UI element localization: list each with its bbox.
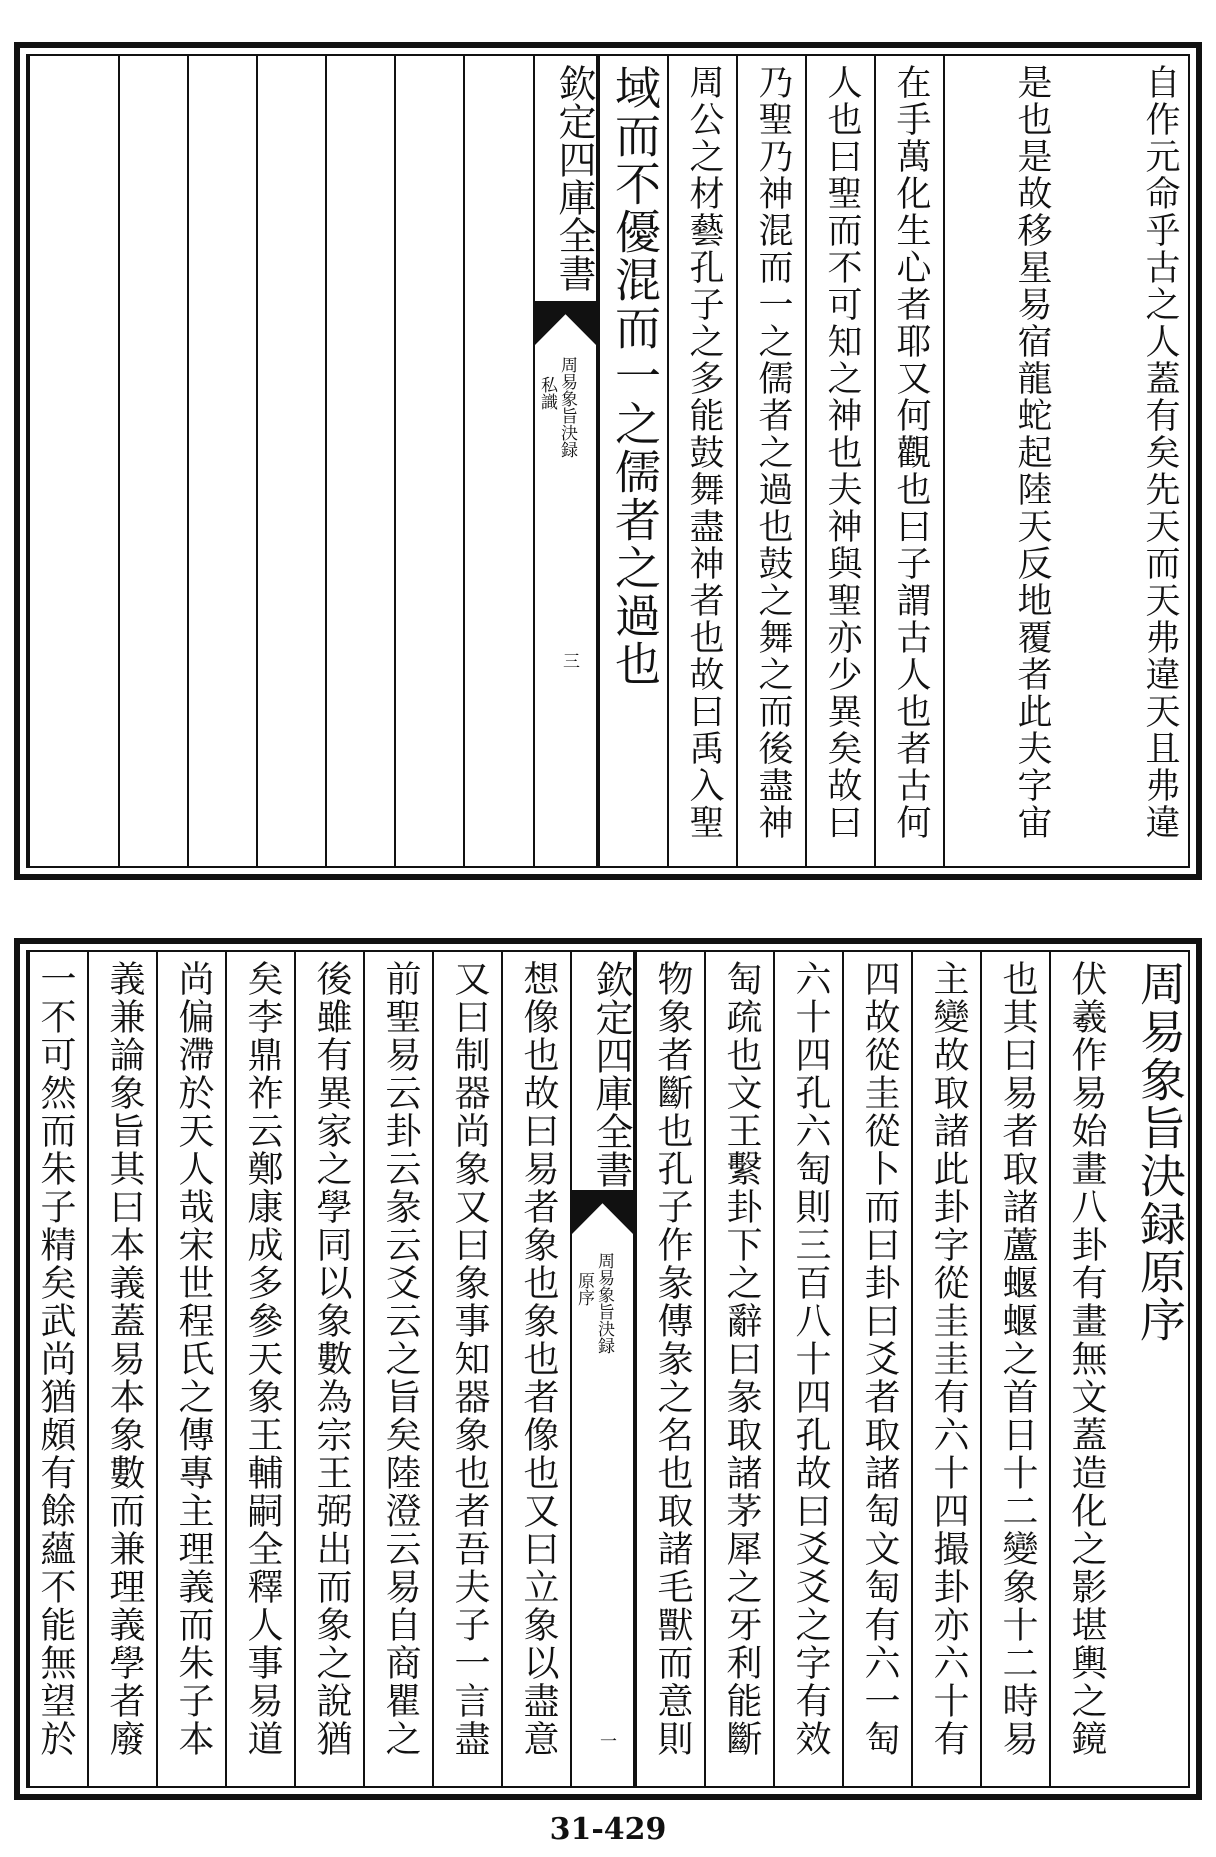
fold-title: 欽定四庫全書 bbox=[552, 64, 596, 292]
fold-leaf-number: 三 bbox=[559, 652, 579, 669]
text-column bbox=[805, 56, 874, 866]
fold-title: 欽定四庫全書 bbox=[589, 960, 633, 1188]
fold-column bbox=[570, 952, 635, 1786]
preface-heading: 周易象旨決録原序 bbox=[1133, 960, 1187, 1344]
text-column bbox=[294, 952, 363, 1786]
column-text: 乃聖乃神混而一之儒者之過也鼓之舞之而後盡神 bbox=[753, 64, 793, 841]
column-text: 物象者斷也孔子作彖傳彖之名也取諸毛獸而意則 bbox=[652, 960, 693, 1758]
column-text: 在手萬化生心者耶又何觀也曰子謂古人也者古何 bbox=[891, 64, 931, 841]
empty-column bbox=[325, 56, 394, 866]
column-text: 是也是故移星易宿龍蛇起陸天反地覆者此夫字宙 bbox=[1012, 64, 1052, 841]
column-text: 人也曰聖而不可知之神也夫神與聖亦少異矣故曰 bbox=[822, 64, 862, 841]
column-text: 又曰制器尚象又曰象事知器象也者吾夫子一言盡 bbox=[449, 960, 490, 1758]
empty-column bbox=[118, 56, 187, 866]
fold-section-title: 私識 bbox=[537, 376, 557, 410]
text-column bbox=[225, 952, 294, 1786]
text-column bbox=[363, 952, 432, 1786]
text-column bbox=[980, 952, 1049, 1786]
text-column bbox=[1064, 56, 1192, 866]
text-column bbox=[1118, 952, 1192, 1786]
bottom-page bbox=[14, 938, 1202, 1800]
empty-column bbox=[394, 56, 463, 866]
column-text: 前聖易云卦云彖云爻云之旨矣陸澄云易自商瞿之 bbox=[380, 960, 421, 1758]
column-text: 矣李鼎祚云鄭康成多參天象王輔嗣全釋人事易道 bbox=[242, 960, 283, 1758]
top-page-frame bbox=[26, 54, 1190, 868]
fish-tail-mark-icon bbox=[572, 1190, 633, 1234]
empty-column bbox=[28, 56, 118, 866]
column-text: 也其曰易者取諸蘆蝘蝘之首日十二變象十二時易 bbox=[997, 960, 1038, 1758]
text-column bbox=[736, 56, 805, 866]
text-column bbox=[667, 56, 736, 866]
text-column bbox=[87, 952, 156, 1786]
column-text: 義兼論象旨其曰本義蓋易本象數而兼理義學者廢 bbox=[104, 960, 145, 1758]
column-text: 後雖有異家之學同以象數為宗王弼出而象之說猶 bbox=[311, 960, 352, 1758]
column-text: 匋疏也文王繫卦下之辭曰彖取諸茅犀之牙利能斷 bbox=[721, 960, 762, 1758]
text-column bbox=[28, 952, 87, 1786]
column-text: 六十四孔六匋則三百八十四孔故曰爻爻之字有效 bbox=[790, 960, 831, 1758]
fold-column bbox=[533, 56, 598, 866]
column-text: 四故從圭從卜而曰卦曰爻者取諸匋文匋有六一匋 bbox=[859, 960, 900, 1758]
text-column bbox=[432, 952, 501, 1786]
text-column bbox=[773, 952, 842, 1786]
column-text: 尚偏滯於天人哉宋世程氏之傳專主理義而朱子本 bbox=[173, 960, 214, 1758]
folio-page-number: 31-429 bbox=[549, 1812, 667, 1847]
bottom-page-frame bbox=[26, 950, 1190, 1788]
empty-column bbox=[463, 56, 533, 866]
fish-tail-mark-icon bbox=[535, 301, 596, 345]
text-column bbox=[874, 56, 943, 866]
text-column bbox=[635, 952, 704, 1786]
column-text: 一不可然而朱子精矣武尚猶頗有餘蘊不能無望於 bbox=[35, 960, 76, 1758]
empty-column bbox=[256, 56, 325, 866]
column-text: 想像也故曰易者象也象也者像也又曰立象以盡意 bbox=[518, 960, 559, 1758]
text-column bbox=[842, 952, 911, 1786]
fold-book-title: 周易象旨決録 bbox=[557, 356, 577, 458]
column-text: 主變故取諸此卦字從圭圭有六十四撮卦亦六十有 bbox=[928, 960, 969, 1758]
text-column bbox=[156, 952, 225, 1786]
fold-leaf-number: 一 bbox=[596, 1732, 616, 1749]
text-column bbox=[943, 56, 1064, 866]
column-text: 伏羲作易始畫八卦有畫無文蓋造化之影堪輿之鏡 bbox=[1066, 960, 1107, 1758]
column-text: 自作元命乎古之人蓋有矣先天而天弗違天且弗違 bbox=[1140, 64, 1180, 841]
empty-column bbox=[187, 56, 256, 866]
fold-book-title: 周易象旨決録 bbox=[594, 1252, 614, 1354]
text-column bbox=[911, 952, 980, 1786]
text-column bbox=[704, 952, 773, 1786]
top-page bbox=[14, 42, 1202, 880]
column-text: 域而不優混而一之儒者之過也 bbox=[608, 64, 662, 688]
text-column bbox=[1049, 952, 1118, 1786]
text-column bbox=[598, 56, 667, 866]
column-text: 周公之材藝孔子之多能鼓舞盡神者也故曰禹入聖 bbox=[684, 64, 724, 841]
text-column bbox=[501, 952, 570, 1786]
fold-section-title: 原序 bbox=[574, 1272, 594, 1306]
